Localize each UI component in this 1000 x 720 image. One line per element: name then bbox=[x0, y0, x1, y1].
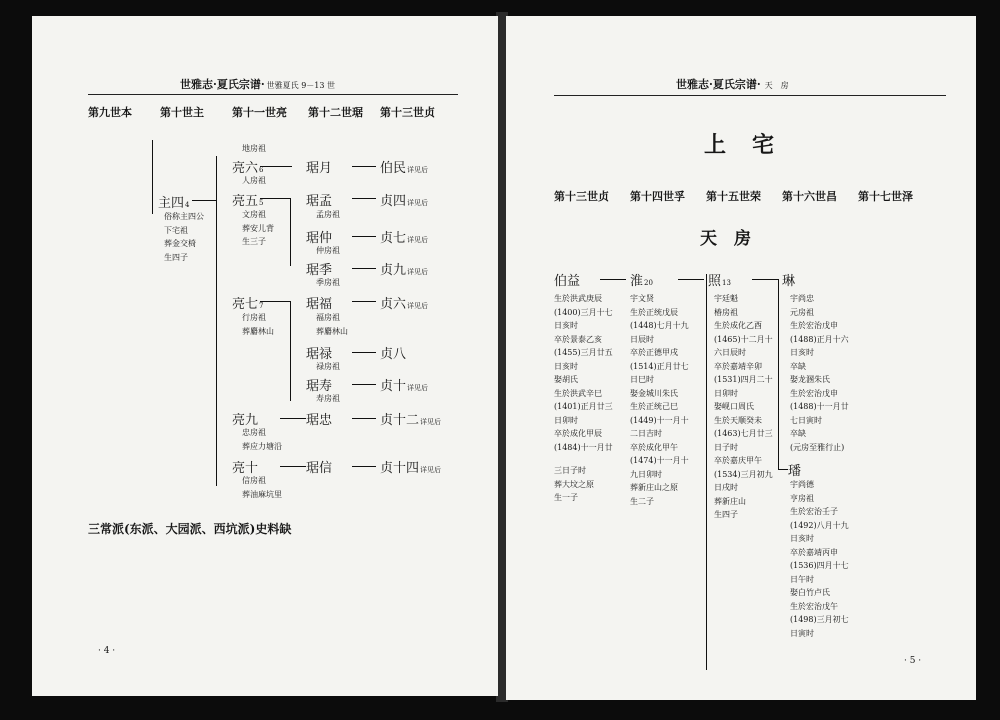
tree-line bbox=[280, 466, 306, 467]
person-name: 伯民详见后 bbox=[380, 161, 429, 176]
person-name: 贞九详见后 bbox=[380, 263, 429, 278]
tree-line bbox=[352, 418, 376, 419]
tree-line bbox=[352, 268, 376, 269]
person-details: 孟房祖 bbox=[316, 210, 340, 219]
tree-line bbox=[678, 279, 704, 280]
branch-title: 天 房 bbox=[700, 229, 751, 249]
header-rule bbox=[88, 94, 458, 95]
person-name: 亮五5 bbox=[232, 194, 264, 209]
person-name: 琚孟 bbox=[306, 194, 333, 209]
person-name: 亮十 bbox=[232, 461, 259, 476]
person-details: 文房祖 葬安儿背 生三子 bbox=[242, 210, 274, 246]
person-pre: 地房祖 bbox=[242, 144, 266, 153]
page-number: · 5 · bbox=[904, 656, 922, 666]
header-subtitle: 天 房 bbox=[764, 81, 789, 90]
page-header bbox=[676, 76, 789, 92]
generation-header: 第十四世孚 bbox=[630, 190, 685, 203]
page-number: · 4 · bbox=[98, 646, 116, 656]
page-header bbox=[180, 76, 335, 92]
tree-line bbox=[280, 418, 306, 419]
person-name: 贞七详见后 bbox=[380, 231, 429, 246]
person-details: 季房祖 bbox=[316, 278, 340, 287]
person-details: 宇廷魁 椿房祖 生於成化乙酉 (1465)十二月十 六日辰时 卒於嘉靖辛卯 (1531)四月二十 日卯时 娶岘口周氏 生於天顺癸未 (1463)七月廿三 日子时 卒於嘉庆甲午 (1534)三月初九 日戌时 葬新庄山 生四子 bbox=[714, 294, 773, 519]
tree-line bbox=[260, 301, 290, 302]
person-name: 琚忠 bbox=[306, 413, 333, 428]
generation-header: 第十三世贞 bbox=[554, 190, 609, 203]
header-title: 世雅志·夏氏宗谱· bbox=[676, 78, 761, 91]
tree-line bbox=[260, 166, 292, 167]
person-details: 信房祖 葬油麻坑里 bbox=[242, 476, 282, 499]
right-page bbox=[506, 16, 976, 700]
person-details: 生於洪武庚辰 (1400)三月十七 日亥时 卒於景泰乙亥 (1455)三月廿五 日亥时 娶胡氏 生於洪武辛巳 (1401)正月廿三 日卯时 卒於成化甲辰 (1484)十一月廿 三日子时 葬大坟之原 生一子 bbox=[554, 294, 613, 502]
tree-line bbox=[778, 469, 788, 470]
person-details: 福房祖 葬麝林山 bbox=[316, 313, 348, 336]
generation-header: 第十二世琚 bbox=[308, 106, 363, 119]
tree-line bbox=[352, 301, 376, 302]
person-name: 贞八 bbox=[380, 347, 407, 362]
person-name: 琚寿 bbox=[306, 379, 333, 394]
tree-line bbox=[752, 279, 778, 280]
person-details: 忠房祖 葬应力塘沿 bbox=[242, 428, 282, 451]
person-name: 贞十详见后 bbox=[380, 379, 429, 394]
generation-header: 第十世主 bbox=[160, 106, 204, 119]
person-name: 亮六6 bbox=[232, 161, 264, 176]
tree-line bbox=[600, 279, 626, 280]
person-details: 宇尚德 亨房祖 生於宏治壬子 (1492)八月十九 日亥时 卒於嘉靖丙申 (1536)四月十七 日午时 娶白竹卢氏 生於宏治戊午 (1498)三月初七 日寅时 bbox=[790, 480, 849, 638]
header-title: 世雅志·夏氏宗谱· bbox=[180, 78, 265, 91]
tree-line bbox=[290, 198, 291, 266]
person-name: 琚信 bbox=[306, 461, 333, 476]
person-details: 人房祖 bbox=[242, 176, 266, 185]
tree-line bbox=[352, 236, 376, 237]
person-name: 贞四详见后 bbox=[380, 194, 429, 209]
person-details: 禄房祖 bbox=[316, 362, 340, 371]
person-name: 琚福 bbox=[306, 297, 333, 312]
person-details: 寿房祖 bbox=[316, 394, 340, 403]
generation-header: 第十六世昌 bbox=[782, 190, 837, 203]
tree-line bbox=[352, 352, 376, 353]
person-name: 贞十二详见后 bbox=[380, 413, 442, 428]
person-name: 贞十四详见后 bbox=[380, 461, 442, 476]
tree-line bbox=[706, 274, 707, 670]
tree-line bbox=[260, 198, 290, 199]
tree-line bbox=[290, 301, 291, 401]
person-name: 照13 bbox=[708, 274, 731, 289]
person-details: 行房祖 葬麝林山 bbox=[242, 313, 274, 336]
person-name: 琚月 bbox=[306, 161, 333, 176]
person-details: 宇尚忠 元房祖 生於宏治戊申 (1488)正月十六 日亥时 卒缺 娶龙溷朱氏 生於宏治戊申 (1488)十一月廿 七日寅时 卒缺 (元房至雅行止) bbox=[790, 294, 849, 452]
tree-line bbox=[352, 166, 376, 167]
tree-line bbox=[352, 384, 376, 385]
person-name: 淮20 bbox=[630, 274, 653, 289]
person-name: 琚仲 bbox=[306, 231, 333, 246]
header-rule bbox=[554, 95, 946, 96]
person-name: 伯益 bbox=[554, 274, 581, 289]
person-name: 璠 bbox=[788, 464, 802, 479]
generation-header: 第九世本 bbox=[88, 106, 132, 119]
person-name: 琳 bbox=[782, 274, 796, 289]
left-page bbox=[32, 16, 498, 696]
person-name: 亮九 bbox=[232, 413, 259, 428]
person-name: 亮七7 bbox=[232, 297, 264, 312]
person-name: 琚季 bbox=[306, 263, 333, 278]
section-title: 上 宅 bbox=[704, 132, 777, 158]
tree-line bbox=[152, 140, 153, 214]
generation-header: 第十一世亮 bbox=[232, 106, 287, 119]
tree-line bbox=[352, 198, 376, 199]
person-details: 仲房祖 bbox=[316, 246, 340, 255]
person-name: 主四4 bbox=[158, 196, 190, 211]
header-subtitle: 世雅夏氏 9－13 世 bbox=[266, 81, 336, 90]
person-details: 俗称主四公 下宅祖 葬金交椅 生四子 bbox=[164, 212, 204, 262]
tree-line bbox=[192, 200, 216, 201]
tree-line bbox=[352, 466, 376, 467]
generation-header: 第十七世泽 bbox=[858, 190, 913, 203]
tree-line bbox=[778, 279, 779, 469]
person-details: 宇文贤 生於正统戊辰 (1448)七月十九 日辰时 卒於正德甲戌 (1514)正月廿七 日巳时 娶金城川朱氏 生於正统己巳 (1449)十一月十 二日吉时 卒於成化甲午 (1474)十一月十 九日卯时 葬新庄山之原 生二子 bbox=[630, 294, 689, 506]
generation-header: 第十五世荣 bbox=[706, 190, 761, 203]
generation-header: 第十三世贞 bbox=[380, 106, 435, 119]
person-name: 琚禄 bbox=[306, 347, 333, 362]
footer-note: 三常派(东派、大园派、西坑派)史料缺 bbox=[88, 522, 292, 536]
tree-line bbox=[216, 156, 217, 486]
person-name: 贞六详见后 bbox=[380, 297, 429, 312]
